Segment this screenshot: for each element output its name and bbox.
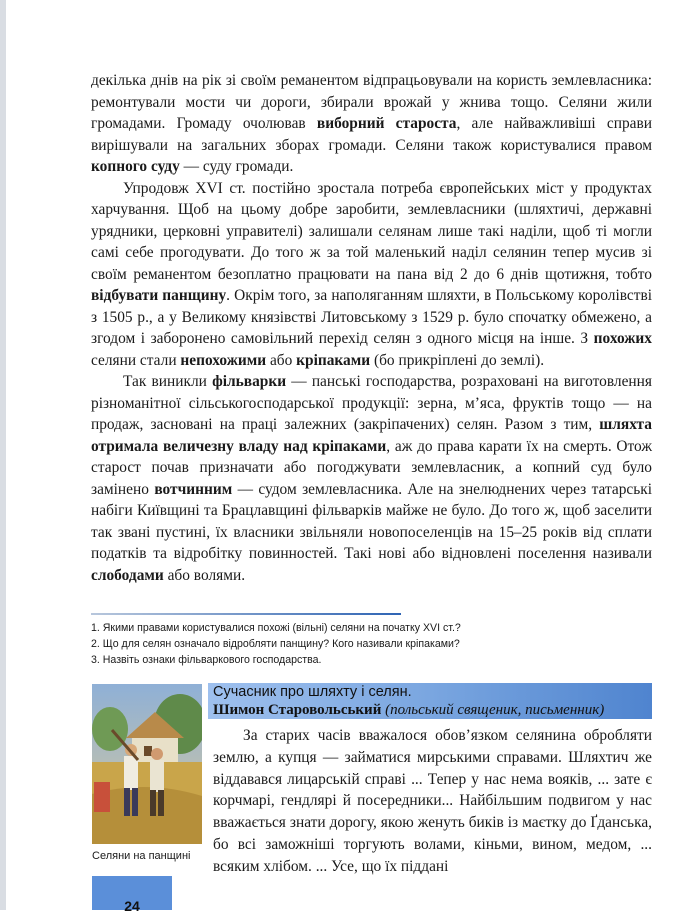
bold-term: похожих [593,330,652,347]
questions-divider [91,613,401,615]
text-run: селяни стали [91,351,181,369]
source-title: Сучасник про шляхту і селян. [213,684,412,700]
page-number: 24 [124,898,140,914]
text-run: , аж до права карати їх на смерть. Отож старост почав призначати або погоджувати землевласник, а копний суд було замінено [91,437,652,498]
main-text [91,70,652,586]
source-author: Шимон Старовольський [213,702,382,718]
body-paragraph [91,371,652,586]
bold-term: виборний староста [316,115,457,132]
bold-term: непохожими [180,351,267,369]
bold-term: шляхта отримала величезну владу над кріпаками [91,416,652,455]
bold-term: копного суду [91,158,180,175]
text-run: — панські господарства, розраховані на виготовлення різноманітної сільськогосподарської продукції: зерна, м’яса, фруктів тощо — на продаж, засновані на праці залежних (закріпачених) селян. Разом з тим, [91,373,652,433]
text-run: декілька днів на рік зі своїм реманентом відпрацьовували на користь землевласника: ремонтували мости чи дороги, збирали врожай у жнива тощо. Селяни жили громадами. Громаду очолював [91,72,652,132]
bold-term: фільварки [212,373,287,390]
question-item: 2. Що для селян означало відробляти панщину? Кого називали кріпаками? [91,638,460,650]
page-number-tab [92,876,172,914]
text-run: . Окрім того, за наполяганням шляхти, в Польському королівстві з 1505 р., а у Великому князівстві Литовському з 1529 р. було спочатку обмежено, а згодом і заборонено самовільний перехід селян з одного місця на інше. З [91,287,652,347]
source-author-line [213,701,604,719]
bold-term: вотчинним [154,480,233,498]
source-author-role: (польський священик, письменник) [385,702,605,718]
bold-term: відбувати панщину [91,287,227,304]
page-edge [0,0,6,910]
text-run: або волями. [163,566,246,584]
text-run: , але найважливіші справи вирішували на загальних зборах громади. Селяни також користувалися правом [91,115,652,154]
text-run: — судом землевласника. Але на знелюднених через татарські набіги Київщині та Брацлавщині фільварків майже не було. До того ж, щоб заселити так звані пустині, їх власники звільняли новопоселенців на 15–25 років від сплати податків та відробітку повинностей. Такі нові або відновлені поселення називали [91,480,652,562]
source-quote-text: За старих часів вважалося обов’язком селянина обробляти землю, а купця — займатися мирськими справами. Шляхтич же віддавався лицарській справі ... Тепер у нас нема вояків, ... зате є корчмарі, гендлярі й посередники... Найбільшим подвигом у нас вважається знати дорогу, якою женуть биків із маєтку до Ґданська, бо всі заможніші торгують волами, кіньми, вином, медом, ... всяким хлібом. ... Усе, що їх піддані [213,727,652,875]
text-run: — суду громади. [179,158,294,175]
source-quote [213,725,652,878]
text-run: Так виникли [123,373,213,390]
image-caption: Селяни на панщині [92,850,191,862]
questions-block [91,620,631,668]
peasants-painting [92,684,202,844]
text-run: (бо прикріплені до землі). [370,351,545,369]
question-item: 1. Якими правами користувалися похожі (вільні) селяни на початку XVI ст.? [91,622,461,634]
bold-term: кріпаками [296,351,371,369]
bold-term: слободами [91,566,164,584]
body-paragraph [91,70,652,178]
text-run: або [266,351,297,369]
text-run: Упродовж XVI ст. постійно зростала потреба європейських міст у продуктах харчування. Щоб на цьому добре заробити, землевласники (шляхтичі, державні урядники, церковні управителі) залишали селянам лише такі наділи, щоб ті могли самі себе прогодувати. До того ж за той маленький наділ селянин тепер мусив зі своїм реманентом безоплатно працювати на пана від 2 до 6 днів щотижня, тобто [91,179,652,283]
body-paragraph [91,178,652,372]
question-item: 3. Назвіть ознаки фільваркового господарства. [91,654,322,666]
